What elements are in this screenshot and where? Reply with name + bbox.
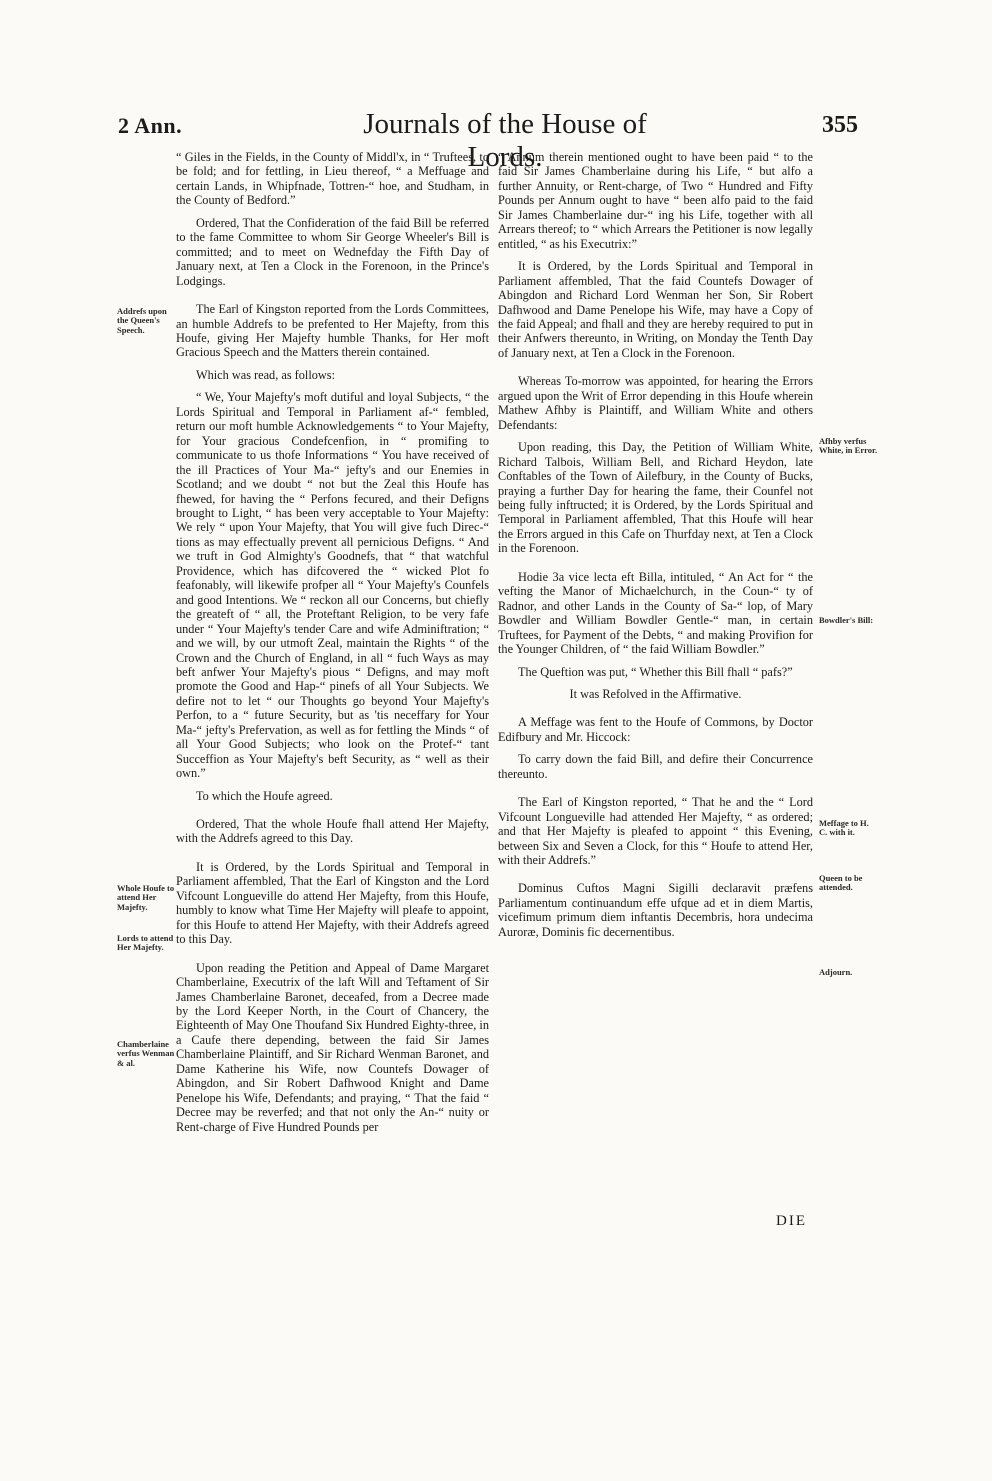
order-copy-appeal: It is Ordered, by the Lords Spiritual and Temporal in Parliament affembled, That the faid Countefs Dowager of Abingdon and Richard Lord Wenman her Son, Sir Robert Dafhwood and Dame Penelope his Wife, may have a Copy of the faid Appeal; and fhall and they are hereby required to put in their Anfwers thereunto, in Writing, on Monday the Tenth Day of January next, at Ten a Clock in the Forenoon. bbox=[498, 259, 813, 360]
page-title: Journals of the House of Lords. bbox=[363, 108, 647, 173]
white-petition: Upon reading, this Day, the Petition of William White, Richard Talbois, William Bell, and Richard Heydon, late Conftables of the Town of Ailefbury, in the County of Bucks, praying a further Day for hearing the fame, their Counfel not being fully inftructed; it is Ordered, by the Lords Spiritual and Temporal in Parliament affembled, That this Houfe will hear the Errors argued in this Cafe on Thurfday next, at Ten a Clock in the Forenoon. bbox=[498, 440, 813, 556]
margin-note-address: Addrefs upon the Queen's Speech. bbox=[117, 306, 167, 335]
adjournment: Dominus Cuftos Magni Sigilli declaravit præfens Parliamentum continuandum effe ufque ad et in diem Martis, vicefimum primum diem inftantis Decembris, hora undecima Auroræ, Dominis fic decernentibus. bbox=[498, 881, 813, 939]
address-text: “ We, Your Majefty's moft dutiful and loyal Subjects, “ the Lords Spiritual and Temporal in Parliament af-“ fembled, return our moft humble Acknowledgements “ to Your Majefty, for Your gracious Condefcenfion, in “ promifing to communicate to us thofe Informations “ You have received of the ill Practices of Your Ma-“ jefty's and our Enemies in Scotland; and we doubt “ not but the Zeal this Houfe has fhewed, for having the “ Perfons fecured, and their Defigns brought to Light, “ has been very acceptable to Your Majefty: We rely “ upon Your Majefty, that You will give fuch Direc-“ tions as may effectually prevent all pernicious Defigns. “ And we truft in God Almighty's Goodnefs, that “ that watchful Providence, which has difcovered the “ wicked Plot fo feafonably, will likewife profper all “ Your Majefty's Counfels and good Intentions. We “ reckon all our Concerns, but chiefly the greateft of “ all, the Proteftant Religion, to be very fafe under “ Your Majefty's tender Care and wife Adminiftration; “ and we will, by our utmoft Zeal, maintain the Rights “ of the Crown and the Church of England, in all “ fuch Ways as may beft anfwer Your Majefty's pious “ Defigns, and may moft promote the Good and Hap-“ pinefs of all Your Subjects. We defire not to let “ our Thoughts go beyond Your Majefty's Perfon, to a “ future Security, but as 'tis neceffary for Your Ma-“ jefty's Prefervation, as well as for fettling the Minds “ of all Your Good Subjects; who look on the Protef-“ tant Succeffion as Your Majefty's beft Security, as “ well as their own.” bbox=[176, 390, 489, 781]
margin-note-ashby: Afhby verfus White, in Error. bbox=[819, 436, 878, 456]
bill-continuation: “ Giles in the Fields, in the County of Middl'x, in “ Truftees, to be fold; and for fettling, in Lieu thereof, “ a Meffuage and certain Lands, in Whipfnade, Tottren-“ hoe, and Studham, in the County of Bedford.” bbox=[176, 150, 489, 208]
house-agreed: To which the Houfe agreed. bbox=[196, 788, 333, 803]
ashby-errors: Whereas To-morrow was appointed, for hearing the Errors argued upon the Writ of Error depending in this Houfe wherein Mathew Afhby is Plaintiff, and William White and others Defendants: bbox=[498, 374, 813, 432]
margin-note-queen: Queen to be attended. bbox=[819, 873, 863, 893]
kingston-report: The Earl of Kingston reported, “ That he and the “ Lord Vifcount Longueville had attended Her Majefty, “ as ordered; and that Her Majefty is pleafed to appoint “ this Evening, between Six and Seven a Clock, for this “ Houfe to attend Her, with their Addrefs.” bbox=[498, 795, 813, 868]
chamberlaine-petition: Upon reading the Petition and Appeal of Dame Margaret Chamberlaine, Executrix of the laft Will and Teftament of Sir James Chamberlaine Baronet, deceafed, from a Decree made by the Lord Keeper North, in the Court of Chancery, the Eighteenth of May One Thoufand Six Hundred Eighty-three, in a Caufe there depending, between the faid Sir James Chamberlaine Plaintiff, and Sir Richard Wenman Baronet, and Dame Katherine his Wife, now Countefs Dowager of Abingdon, and Sir Robert Dafhwood Knight and Dame Penelope his Wife, Defendants; and praying, “ That the faid “ Decree may be reverfed; and that not only the An-“ nuity or Rent-charge of Five Hundred Pounds per bbox=[176, 960, 489, 1134]
question-put: The Queftion was put, “ Whether this Bill fhall “ pafs?” bbox=[518, 664, 793, 679]
margin-note-chamberlaine: Chamberlaine verfus Wenman & al. bbox=[117, 1039, 175, 1068]
resolved: It was Refolved in the Affirmative. bbox=[569, 686, 742, 701]
margin-note-whole-house: Whole Houfe to attend Her Majefty. bbox=[117, 883, 175, 912]
margin-note-message: Meffage to H. C. with it. bbox=[819, 818, 869, 838]
read-as-follows: Which was read, as follows: bbox=[196, 367, 335, 382]
bowdler-bill: Hodie 3a vice lecta eft Billa, intituled, “ An Act for “ the vefting the Manor of Michaelchurch, in the Coun-“ ty of Radnor, and other Lands in the County of Sa-“ lop, of Mary Bowdler and William Bowdler Gentle-“ man, in certain Truftees, for Payment of the Debts, “ and making Provifion for the Younger Children, of “ the faid William Bowdler.” bbox=[498, 569, 813, 657]
order-lords-attend: It is Ordered, by the Lords Spiritual and Temporal in Parliament affembled, That the Earl of Kingston and the Lord Vifcount Longueville do attend Her Majefty, from this Houfe, humbly to know what Time Her Majefty will pleafe to appoint, for this Houfe to attend Her Majefty, with their Addrefs agreed to this Day. bbox=[176, 859, 489, 947]
carry-bill: To carry down the faid Bill, and defire their Concurrence thereunto. bbox=[498, 752, 813, 781]
margin-note-adjourn: Adjourn. bbox=[819, 967, 853, 977]
order-committee: Ordered, That the Confideration of the faid Bill be referred to the fame Committee to whom Sir George Wheeler's Bill is committed; and to meet on Wednefday the Fifth Day of January next, at Ten a Clock in the Forenoon, in the Prince's Lodgings. bbox=[176, 215, 489, 288]
left-column bbox=[176, 150, 489, 1142]
page-number: 355 bbox=[822, 112, 858, 138]
petition-continuation: “ Annum therein mentioned ought to have been paid “ to the faid Sir James Chamberlaine during his Life, “ but alfo a further Annuity, or Rent-charge, of Two “ Hundred and Fifty Pounds per Annum ought to have “ been alfo paid to the faid Sir James Chamberlaine dur-“ ing his Life, together with all Arrears thereof; to “ which Arrears the Petitioner is now legally entitled, “ as his Executrix:” bbox=[498, 150, 813, 251]
right-column bbox=[498, 150, 813, 947]
margin-note-lords-attend: Lords to attend Her Majefty. bbox=[117, 933, 174, 953]
margin-note-bowdler: Bowdler's Bill: bbox=[819, 615, 874, 625]
order-whole-house: Ordered, That the whole Houfe fhall attend Her Majefty, with the Addrefs agreed to this Day. bbox=[176, 817, 489, 846]
regnal-year: 2 Ann. bbox=[118, 113, 183, 138]
address-report: The Earl of Kingston reported from the Lords Committees, an humble Addrefs to be prefented to Her Majefty, from this Houfe, giving Her Majefty humble Thanks, for Her moft Gracious Speech and the Matters therein contained. bbox=[176, 302, 489, 360]
catchword: DIE bbox=[776, 1213, 807, 1229]
message-commons: A Meffage was fent to the Houfe of Commons, by Doctor Edifbury and Mr. Hiccock: bbox=[498, 715, 813, 744]
